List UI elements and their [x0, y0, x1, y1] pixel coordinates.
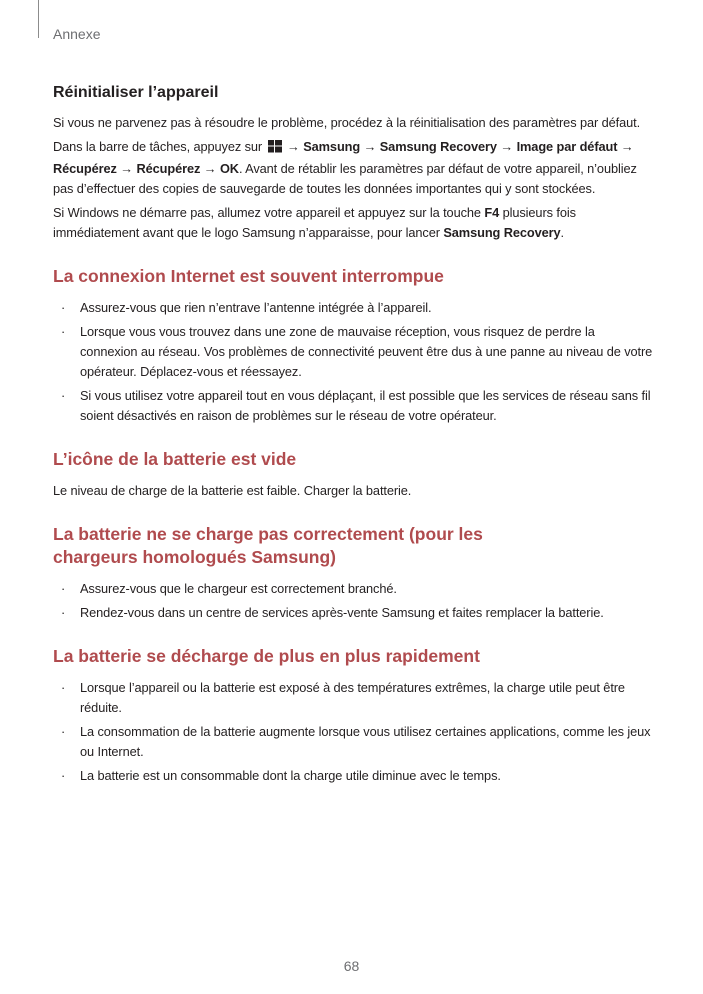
battery-empty-text: Le niveau de charge de la batterie est faible. Charger la batterie. [53, 483, 412, 498]
list-item: · Rendez-vous dans un centre de services après-vente Samsung et faites remplacer la batterie. [61, 605, 604, 620]
internet-list [53, 298, 653, 426]
list-item: · Si vous utilisez votre appareil tout en vous déplaçant, il est possible que les services de réseau sans fil soient désactivés en raison de problèmes sur le réseau de votre opérateur. [61, 388, 651, 423]
recuperez-label-2: Récupérez [136, 161, 201, 176]
battery-drain-heading: La batterie se décharge de plus en plus rapidement [53, 646, 480, 666]
list-item: · Assurez-vous que rien n’entrave l’antenne intégrée à l’appareil. [61, 300, 432, 315]
samsung-label: Samsung [303, 139, 361, 154]
samsung-recovery-label: Samsung Recovery [379, 139, 497, 154]
page-content [53, 83, 653, 790]
battery-drain-list [53, 678, 653, 786]
image-par-defaut-label: Image par défaut [516, 139, 618, 154]
battery-charge-heading: La batterie ne se charge pas correctement (pour les chargeurs homologués Samsung) [53, 524, 483, 567]
internet-heading: La connexion Internet est souvent interrompue [53, 266, 444, 286]
battery-empty-heading: L’icône de la batterie est vide [53, 449, 297, 469]
recuperez-label-1: Récupérez [53, 161, 117, 176]
list-item: · Assurez-vous que le chargeur est correctement branché. [61, 581, 397, 596]
reset-paragraph-2: Dans la barre de tâches, appuyez sur → Samsung → Samsung Recovery → Image par défaut → Récupérez → Récupérez → OK. Avant de rétablir les paramètres par défaut de votre appareil, n’oubliez pas d’effectuer des copies de sauvegarde de toutes les données importantes qui y sont stockées. [53, 139, 637, 196]
list-item: · Lorsque l’appareil ou la batterie est exposé à des températures extrêmes, la charge utile peut être réduite. [61, 680, 625, 715]
reset-paragraph-1: Si vous ne parvenez pas à résoudre le problème, procédez à la réinitialisation des paramètres par défaut. [53, 115, 641, 130]
reset-heading: Réinitialiser l’appareil [53, 84, 219, 101]
ok-label: OK [219, 161, 239, 176]
windows-icon [268, 139, 282, 159]
list-item: · Lorsque vous vous trouvez dans une zone de mauvaise réception, vous risquez de perdre la connexion au réseau. Vos problèmes de connectivité peuvent être dus à une panne au niveau de votre opérateur. Déplacez-vous et réessayez. [61, 324, 653, 379]
margin-rule [38, 0, 39, 38]
page-number: 68 [343, 958, 360, 974]
f4-key-label: F4 [484, 205, 500, 220]
list-item: · La consommation de la batterie augmente lorsque vous utilisez certaines applications, comme les jeux ou Internet. [61, 724, 651, 759]
page-header: Annexe [53, 26, 101, 42]
list-item: · La batterie est un consommable dont la charge utile diminue avec le temps. [61, 768, 501, 783]
reset-paragraph-3: Si Windows ne démarre pas, allumez votre appareil et appuyez sur la touche F4 plusieurs fois immédiatement avant que le logo Samsung n’apparaisse, pour lancer Samsung Recovery. [53, 205, 576, 240]
samsung-recovery-label-2: Samsung Recovery [443, 225, 561, 240]
battery-charge-list [53, 579, 653, 623]
